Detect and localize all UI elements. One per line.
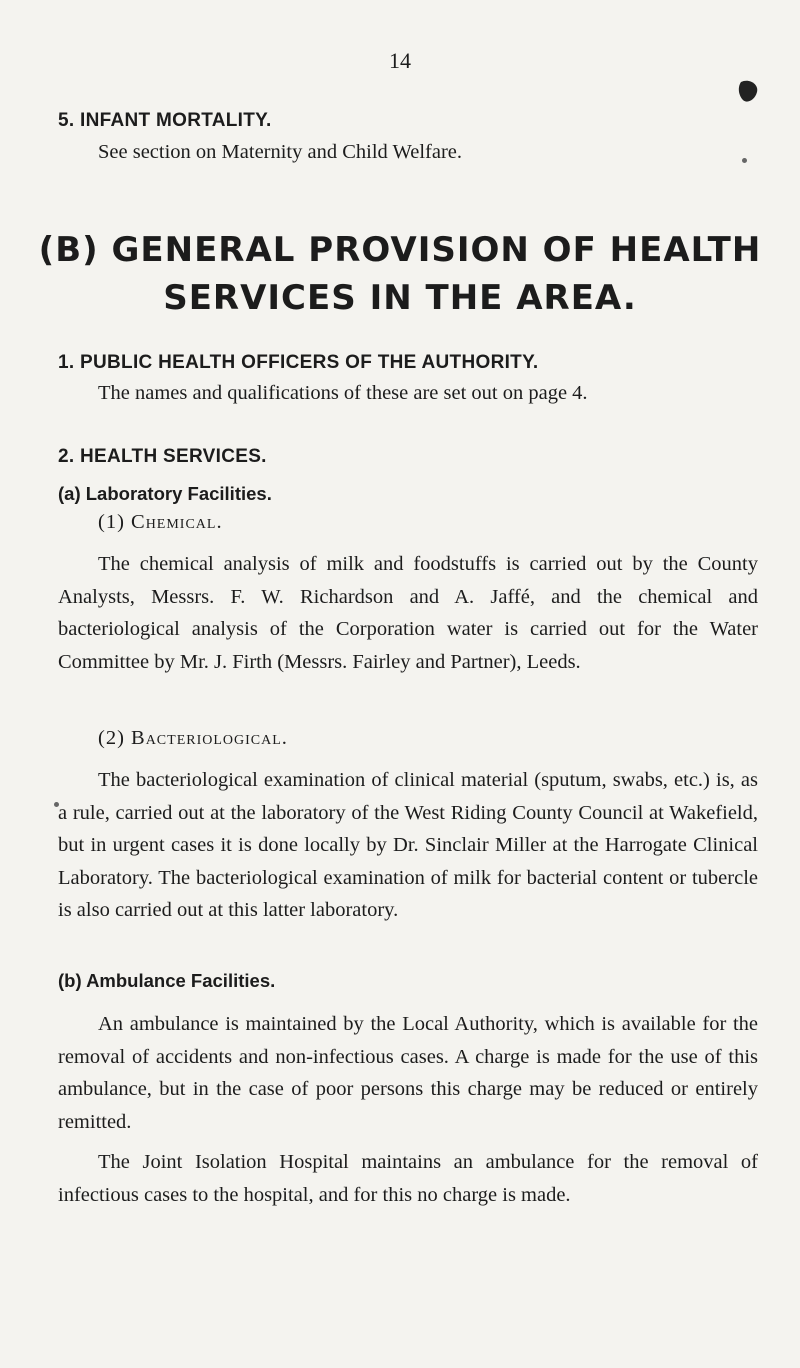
part-b-heading bbox=[0, 226, 800, 322]
laboratory-facilities-heading: (a) Laboratory Facilities. bbox=[58, 483, 272, 504]
bacteriological-subheading: (2) Bacteriological. bbox=[98, 727, 288, 749]
chemical-subheading: (1) Chemical. bbox=[98, 511, 223, 533]
ambulance-facilities-heading: (b) Ambulance Facilities. bbox=[58, 970, 276, 991]
infant-mortality-text: See section on Maternity and Child Welfare. bbox=[98, 141, 463, 163]
page-number: 14 bbox=[389, 48, 411, 73]
officers-heading: 1. PUBLIC HEALTH OFFICERS OF THE AUTHORITY. bbox=[58, 352, 539, 373]
bacteriological-paragraph: The bacteriological examination of clinical material (sputum, swabs, etc.) is, as a rule, carried out at the laboratory of the West Riding County Council at Wakefield, but in urgent cases it is done locally by Dr. Sinclair Miller at the Harrogate Clinical Laboratory. The bacteriological examination of milk for bacterial content or tubercle is also carried out at this latter laboratory. bbox=[58, 769, 758, 921]
speck-mark bbox=[742, 158, 747, 163]
ambulance-paragraph-2: The Joint Isolation Hospital maintains an ambulance for the removal of infectious cases to the hospital, and for this no charge is made. bbox=[58, 1151, 758, 1206]
chemical-paragraph: The chemical analysis of milk and foodstuffs is carried out by the County Analysts, Messrs. F. W. Richardson and A. Jaffé, and the chemical and bacteriological analysis of the Corporation water is carried out for the Water Committee by Mr. J. Firth (Messrs. Fairley and Partner), Leeds. bbox=[58, 553, 758, 673]
part-b-heading-line1: (B) GENERAL PROVISION OF HEALTH bbox=[38, 230, 762, 270]
infant-mortality-heading: 5. INFANT MORTALITY. bbox=[58, 110, 272, 131]
ambulance-paragraph-1: An ambulance is maintained by the Local Authority, which is available for the removal of accidents and non-infectious cases. A charge is made for the use of this ambulance, but in the case of poor persons this charge may be reduced or entirely remitted. bbox=[58, 1013, 758, 1133]
ink-blot-icon bbox=[735, 78, 761, 104]
part-b-heading-line2: SERVICES IN THE AREA. bbox=[163, 278, 637, 318]
officers-text: The names and qualifications of these are set out on page 4. bbox=[98, 382, 588, 404]
health-services-heading: 2. HEALTH SERVICES. bbox=[58, 446, 267, 467]
